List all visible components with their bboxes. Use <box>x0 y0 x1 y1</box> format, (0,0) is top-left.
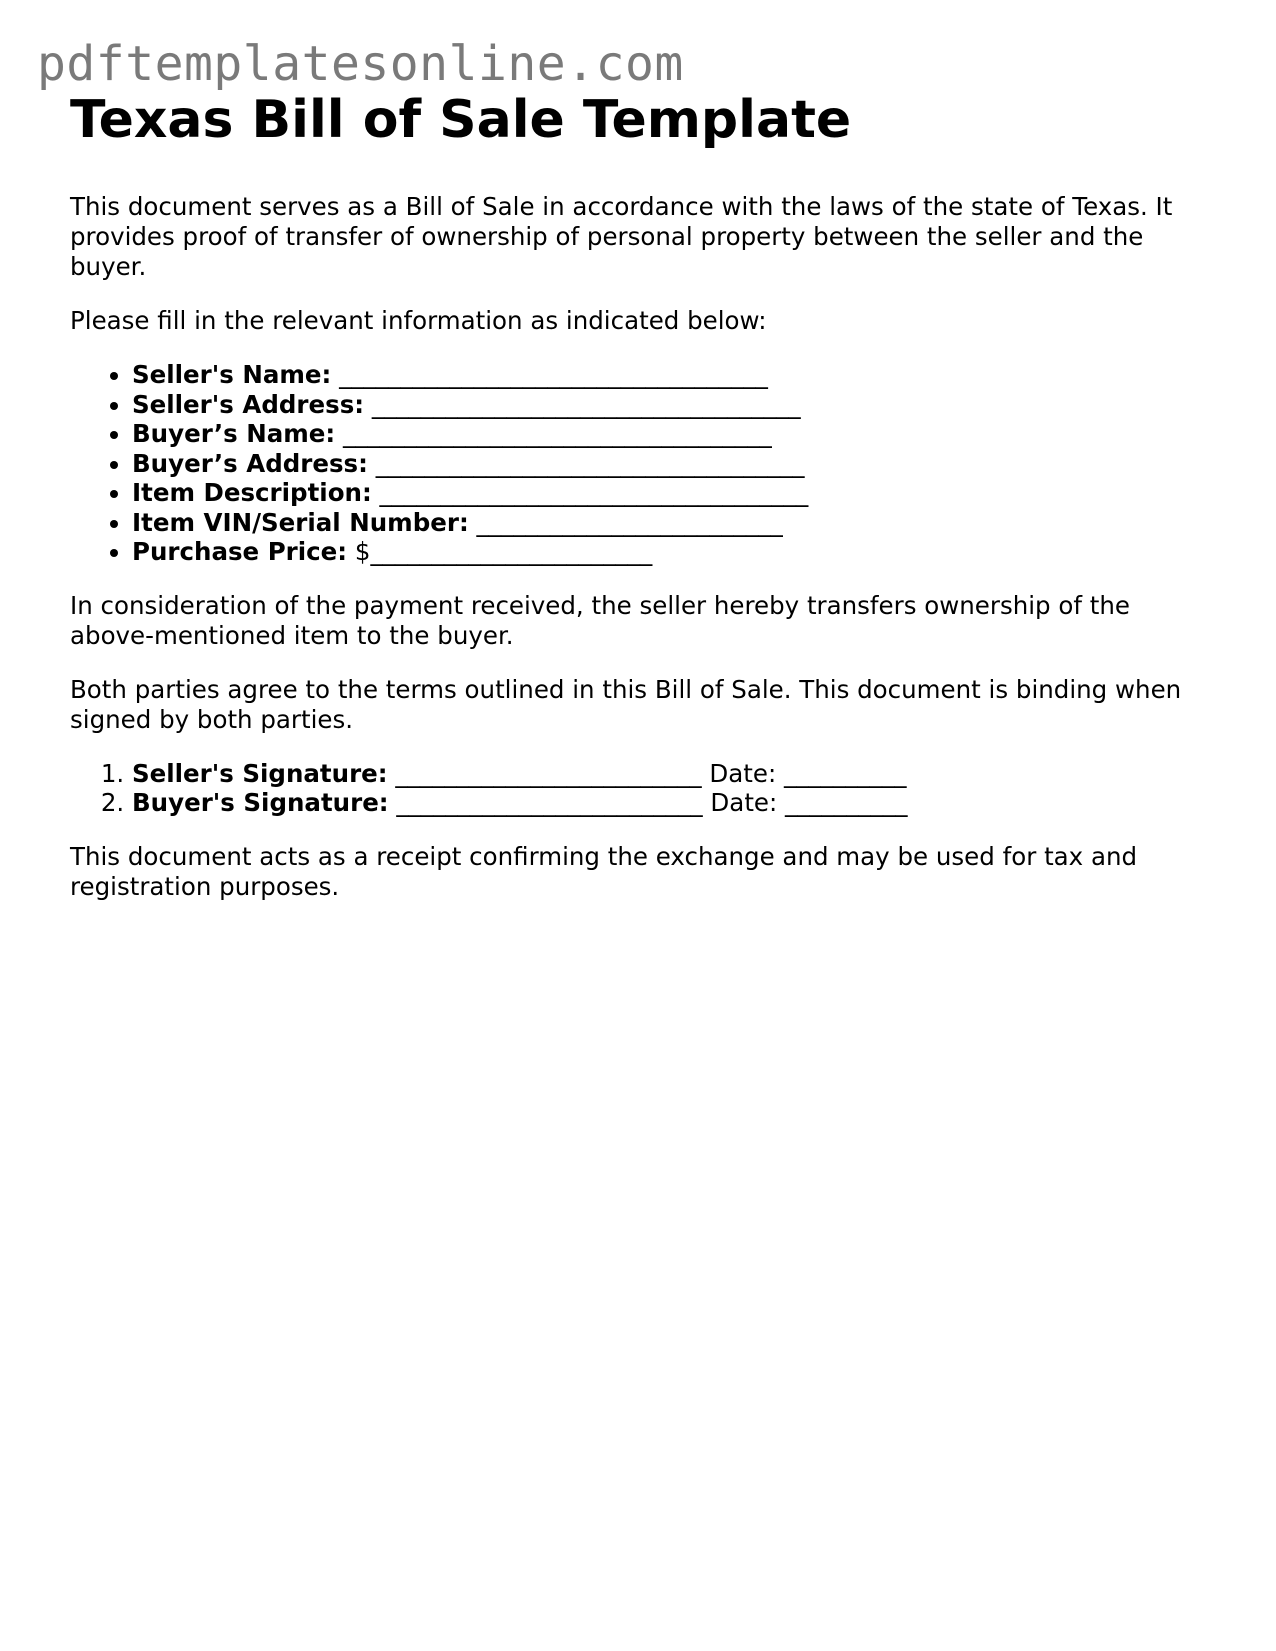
field-label: Item Description: <box>132 478 372 507</box>
intro-paragraph: This document serves as a Bill of Sale in accordance with the laws of the state of Texas. It provides proof of transfer of ownership of personal property between the seller and the buyer. <box>70 192 1173 281</box>
field-label: Seller's Name: <box>132 360 332 389</box>
field-buyer-name <box>132 419 1210 449</box>
field-blank: ___________________________________ <box>367 448 805 478</box>
field-seller-address <box>132 390 1210 420</box>
field-blank: ___________________________________ <box>371 478 809 507</box>
field-buyer-address <box>132 449 1210 479</box>
field-seller-name <box>132 360 1210 390</box>
document-page <box>70 88 1210 902</box>
field-list <box>70 360 1210 567</box>
field-purchase-price <box>132 537 1210 567</box>
field-label: Item VIN/Serial Number: <box>132 507 469 537</box>
field-item-vin <box>132 508 1210 538</box>
seller-signature-line <box>132 759 1210 789</box>
field-blank: $_______________________ <box>347 537 653 566</box>
receipt-paragraph: This document acts as a receipt confirming the exchange and may be used for tax and registration purposes. <box>70 841 1138 901</box>
document-title: Texas Bill of Sale Template <box>70 90 852 150</box>
signature-blank: _________________________ Date: __________ <box>388 788 908 817</box>
field-blank: ___________________________________ <box>364 389 801 419</box>
signature-label: Buyer's Signature: <box>132 788 389 817</box>
signature-blank: _________________________ Date: __________ <box>387 758 907 788</box>
binding-paragraph: Both parties agree to the terms outlined in this Bill of Sale. This document is binding when signed by both parties. <box>70 674 1182 734</box>
signature-label: Seller's Signature: <box>132 758 388 788</box>
watermark: pdftemplatesonline.com <box>37 36 684 92</box>
field-blank: _________________________ <box>468 507 783 537</box>
field-label: Buyer’s Address: <box>132 448 368 478</box>
field-label: Purchase Price: <box>132 537 348 566</box>
instruction-paragraph: Please fill in the relevant information as indicated below: <box>70 306 767 335</box>
field-label: Seller's Address: <box>132 389 365 419</box>
field-blank: ___________________________________ <box>331 360 768 389</box>
field-item-description <box>132 478 1210 508</box>
signature-list <box>70 759 1210 818</box>
consideration-paragraph: In consideration of the payment received, the seller hereby transfers ownership of the above-mentioned item to the buyer. <box>70 590 1130 650</box>
field-label: Buyer’s Name: <box>132 419 336 448</box>
buyer-signature-line <box>132 788 1210 818</box>
field-blank: ___________________________________ <box>335 419 772 448</box>
